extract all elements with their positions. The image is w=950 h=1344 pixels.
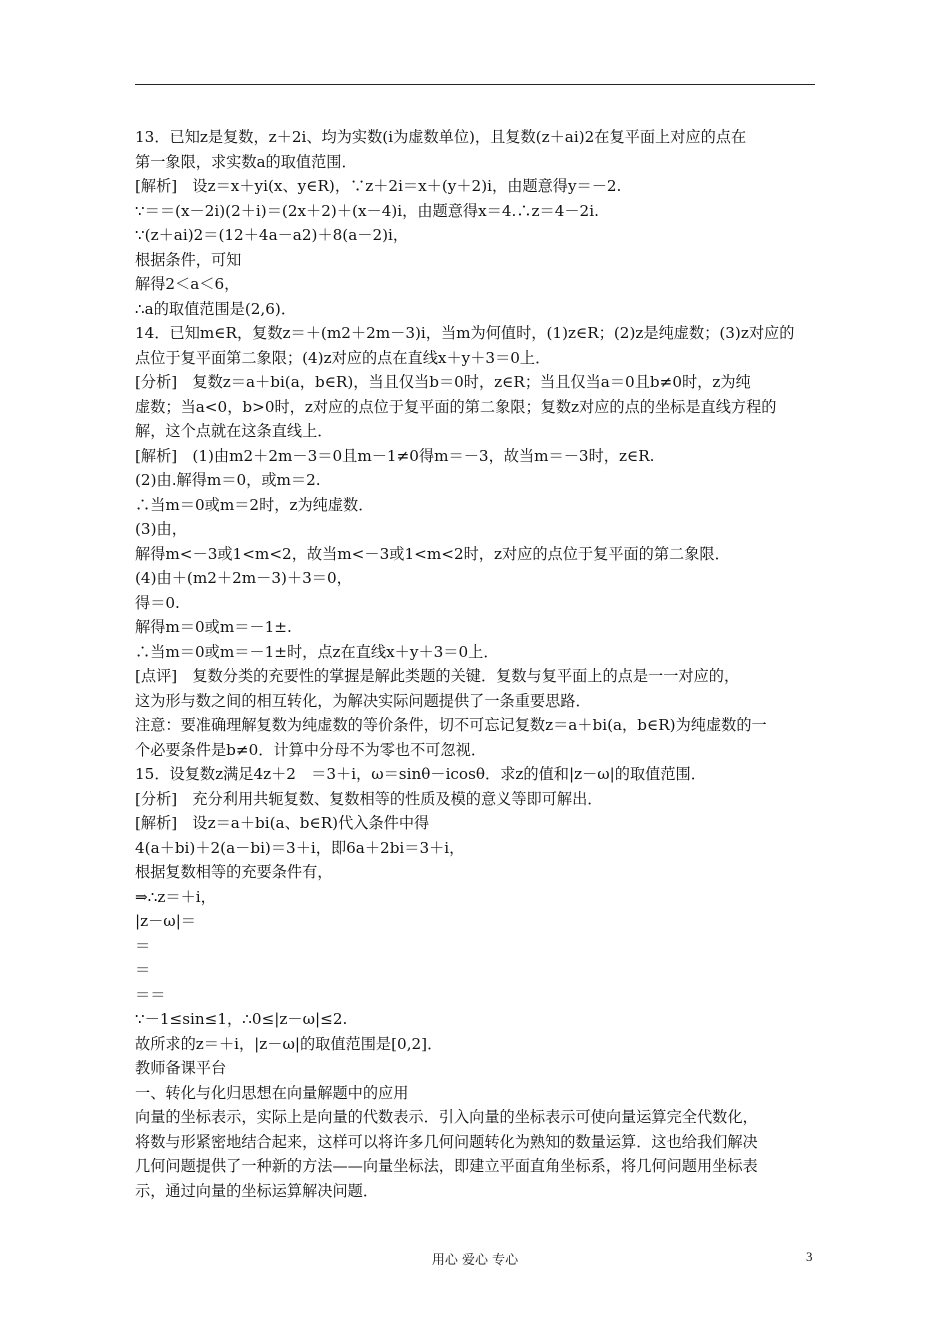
- text-line: 将数与形紧密地结合起来，这样可以将许多几何问题转化为熟知的数量运算．这也给我们解决: [135, 1132, 758, 1151]
- text-line: [解析] 设z＝x＋yi(x、y∈R)，∵z＋2i＝x＋(y＋2)i，由题意得y＝－2.: [135, 177, 622, 195]
- text-line: 14．已知m∈R，复数z＝＋(m2＋2m－3)i，当m为何值时，(1)z∈R；(2)z是纯虚数；(3)z对应的: [135, 324, 795, 342]
- text-line: 几何问题提供了一种新的方法——向量坐标法，即建立平面直角坐标系，将几何问题用坐标表: [135, 1157, 758, 1175]
- text-line: ∴a的取值范围是(2,6)．: [135, 299, 297, 318]
- text-line: ＝: [135, 936, 151, 955]
- text-line: 教师备课平台: [135, 1059, 227, 1077]
- text-line: ∴当m＝0或m＝－1±时，点z在直线x＋y＋3＝0上．: [135, 642, 499, 661]
- text-line: [分析] 复数z＝a＋bi(a，b∈R)，当且仅当b＝0时，z∈R；当且仅当a＝0且b≠0时，z为纯: [135, 373, 751, 391]
- footer-slogan: 用心 爱心 专心: [431, 1253, 519, 1268]
- text-line: [分析] 充分利用共轭复数、复数相等的性质及模的意义等即可解出．: [135, 789, 603, 808]
- text-line: (4)由＋(m2＋2m－3)＋3＝0，: [135, 569, 352, 587]
- text-line: ∴当m＝0或m＝2时，z为纯虚数．: [135, 495, 374, 514]
- text-line: 15．设复数z满足4z＋2 ＝3＋i，ω＝sinθ－icosθ．求z的值和|z－ω|的取值范围．: [135, 765, 706, 783]
- text-line: 第一象限，求实数a的取值范围．: [135, 152, 357, 171]
- text-line: |z－ω|＝: [135, 912, 196, 930]
- text-line: [解析] 设z＝a＋bi(a、b∈R)代入条件中得: [135, 814, 430, 832]
- text-line: ＝: [135, 961, 151, 979]
- text-line: 向量的坐标表示，实际上是向量的代数表示．引入向量的坐标表示可使向量运算完全代数化，: [135, 1108, 758, 1126]
- text-line: 示，通过向量的坐标运算解决问题．: [135, 1181, 378, 1200]
- text-line: [点评] 复数分类的充要性的掌握是解此类题的关键．复数与复平面上的点是一一对应的，: [135, 667, 740, 685]
- header-rule: [135, 84, 815, 85]
- text-line: 一、转化与化归思想在向量解题中的应用: [135, 1083, 409, 1102]
- text-line: ∵(z＋ai)2＝(12＋4a－a2)＋8(a－2)i，: [135, 226, 409, 244]
- text-line: 个必要条件是b≠0．计算中分母不为零也不可忽视．: [135, 740, 487, 759]
- text-line: 根据复数相等的充要条件有，: [135, 863, 333, 881]
- text-line: 解得m＝0或m＝－1±.: [135, 618, 292, 636]
- text-line: 这为形与数之间的相互转化，为解决实际问题提供了一条重要思路．: [135, 691, 591, 710]
- page-number: 3: [806, 1249, 813, 1264]
- text-line: 13．已知z是复数，z＋2i、均为实数(i为虚数单位)，且复数(z＋ai)2在复平面上对应的点在: [135, 128, 747, 146]
- text-line: 根据条件，可知: [135, 250, 242, 269]
- text-line: ∵－1≤sin≤1，∴0≤|z－ω|≤2.: [135, 1010, 348, 1028]
- text-line: 注意：要准确理解复数为纯虚数的等价条件，切不可忘记复数z＝a＋bi(a，b∈R)为纯虚数的一: [135, 716, 767, 734]
- document-body: [135, 125, 835, 1203]
- text-line: 虚数；当a<0，b>0时，z对应的点位于复平面的第二象限；复数z对应的点的坐标是直线方程的: [135, 397, 777, 416]
- text-line: 故所求的z＝＋i，|z－ω|的取值范围是[0,2]．: [135, 1034, 443, 1053]
- text-line: 4(a＋bi)＋2(a－bi)＝3＋i，即6a＋2bi＝3＋i，: [135, 838, 465, 857]
- text-line: (3)由，: [135, 520, 187, 538]
- text-line: ∵＝＝(x－2i)(2＋i)＝(2x＋2)＋(x－4)i，由题意得x＝4.∴z＝4－2i.: [135, 201, 599, 220]
- text-line: ＝＝: [135, 985, 166, 1004]
- text-line: [解析] (1)由m2＋2m－3＝0且m－1≠0得m＝－3，故当m＝－3时，z∈R.: [135, 446, 655, 465]
- text-line: (2)由.解得m＝0，或m＝2.: [135, 471, 321, 489]
- text-line: 解，这个点就在这条直线上．: [135, 422, 333, 440]
- text-line: 点位于复平面第二象限；(4)z对应的点在直线x＋y＋3＝0上．: [135, 348, 551, 367]
- text-line: 解得2＜a＜6，: [135, 275, 240, 293]
- text-line: ⇒∴z＝＋i，: [135, 887, 216, 906]
- text-line: 解得m<－3或1<m<2，故当m<－3或1<m<2时，z对应的点位于复平面的第二象限．: [135, 544, 730, 563]
- text-line: 得＝0.: [135, 593, 180, 612]
